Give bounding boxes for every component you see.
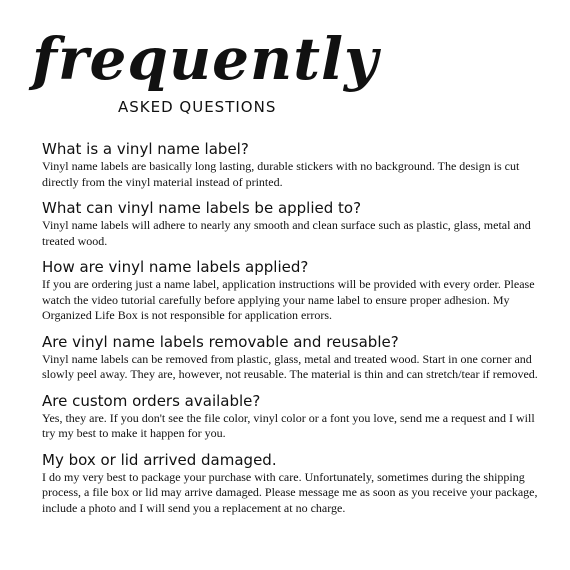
- page-title: frequently: [32, 25, 379, 93]
- faq-answer: Vinyl name labels will adhere to nearly any smooth and clean surface such as plastic, glass, metal and treated wood.: [42, 218, 531, 248]
- faq-item: [42, 333, 542, 383]
- faq-item: [42, 258, 542, 324]
- faq-question: Are vinyl name labels removable and reusable?: [42, 332, 399, 351]
- faq-question: What is a vinyl name label?: [42, 140, 249, 158]
- faq-item: [42, 199, 542, 249]
- faq-question: Are custom orders available?: [42, 391, 261, 410]
- faq-answer: I do my very best to package your purchase with care. Unfortunately, sometimes during the shipping process, a file box or lid may arrive damaged. Please message me as soon as you receive your package, include a photo and I will send you a replacement at no charge.: [42, 469, 538, 515]
- faq-list: [42, 140, 542, 525]
- faq-answer: Yes, they are. If you don't see the file color, vinyl color or a font you love, send me a request and I will try my best to make it happen for you.: [42, 410, 535, 440]
- faq-answer: Vinyl name labels can be removed from plastic, glass, metal and treated wood. Start in one corner and slowly peel away. They are, however, not reusable. The material is thin and can stretch/tear if removed.: [42, 351, 538, 381]
- faq-question: How are vinyl name labels applied?: [42, 258, 309, 276]
- faq-item: [42, 140, 542, 190]
- faq-answer: If you are ordering just a name label, application instructions will be provided with every order. Please watch the video tutorial carefully before applying your name label to ensure proper adhesion. My Organized Life Box is not responsible for application errors.: [42, 277, 535, 322]
- faq-question: My box or lid arrived damaged.: [42, 450, 277, 469]
- faq-item: [42, 451, 542, 517]
- faq-answer: Vinyl name labels are basically long lasting, durable stickers with no background. The design is cut directly from the vinyl material instead of printed.: [42, 159, 520, 189]
- faq-item: [42, 392, 542, 442]
- page-subtitle: ASKED QUESTIONS: [118, 98, 277, 116]
- faq-question: What can vinyl name labels be applied to?: [42, 199, 362, 217]
